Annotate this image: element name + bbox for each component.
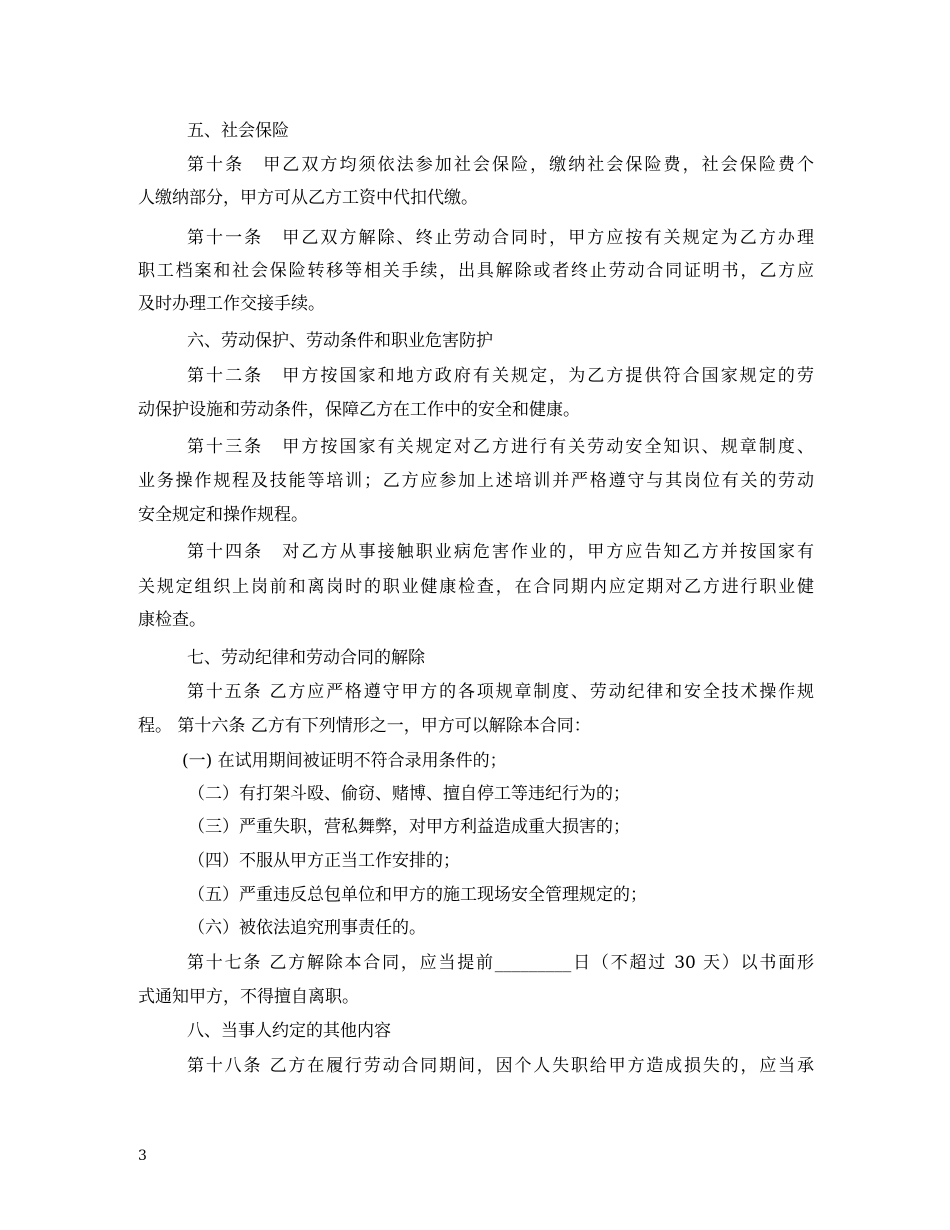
paragraph-line: 康检查。 <box>138 610 206 630</box>
list-item: （四）不服从甲方正当工作安排的； <box>188 851 460 871</box>
list-item: （二）有打架斗殴、偷窃、赌博、擅自停工等违纪行为的； <box>188 784 630 804</box>
paragraph-line: 第十八条 乙方在履行劳动合同期间，因个人失职给甲方造成损失的，应当承 <box>187 1056 814 1076</box>
paragraph-line: 第十四条 对乙方从事接触职业病危害作业的，甲方应告知乙方并按国家有 <box>187 542 814 562</box>
paragraph-line: 职工档案和社会保险转移等相关手续，出具解除或者终止劳动合同证明书，乙方应 <box>138 261 814 281</box>
paragraph-line: 第十二条 甲方按国家和地方政府有关规定，为乙方提供符合国家规定的劳 <box>187 366 814 386</box>
list-item: （六）被依法追究刑事责任的。 <box>188 918 426 938</box>
section-heading: 七、劳动纪律和劳动合同的解除 <box>187 648 425 668</box>
list-item: （五）严重违反总包单位和甲方的施工现场安全管理规定的； <box>188 885 647 905</box>
paragraph-line: 第十条 甲乙双方均须依法参加社会保险，缴纳社会保险费，社会保险费个 <box>187 155 814 175</box>
paragraph-line: 业务操作规程及技能等培训；乙方应参加上述培训并严格遵守与其岗位有关的劳动 <box>138 471 814 491</box>
paragraph-line: 第十五条 乙方应严格遵守甲方的各项规章制度、劳动纪律和安全技术操作规 <box>187 682 814 702</box>
section-heading: 八、当事人约定的其他内容 <box>187 1021 391 1041</box>
paragraph-line: 动保护设施和劳动条件，保障乙方在工作中的安全和健康。 <box>138 400 580 420</box>
list-item: (一) 在试用期间被证明不符合录用条件的； <box>182 751 507 771</box>
paragraph-line: 安全规定和操作规程。 <box>138 505 308 525</box>
paragraph-line: 及时办理工作交接手续。 <box>138 294 325 314</box>
list-item: （三）严重失职，营私舞弊，对甲方利益造成重大损害的； <box>188 817 630 837</box>
paragraph-line: 程。 第十六条 乙方有下列情形之一，甲方可以解除本合同： <box>138 716 591 736</box>
page-number: 3 <box>138 1148 147 1164</box>
paragraph-line: 第十一条 甲乙双方解除、终止劳动合同时，甲方应按有关规定为乙方办理 <box>187 228 814 248</box>
section-heading: 五、社会保险 <box>187 121 289 141</box>
section-heading: 六、劳动保护、劳动条件和职业危害防护 <box>187 331 493 351</box>
paragraph-line: 式通知甲方，不得擅自离职。 <box>138 987 359 1007</box>
paragraph-line: 人缴纳部分，甲方可从乙方工资中代扣代缴。 <box>138 188 478 208</box>
paragraph-line: 关规定组织上岗前和离岗时的职业健康检查，在合同期内应定期对乙方进行职业健 <box>138 577 814 597</box>
paragraph-line: 第十七条 乙方解除本合同，应当提前_________日（不超过 30 天）以书面形 <box>187 953 814 973</box>
paragraph-line: 第十三条 甲方按国家有关规定对乙方进行有关劳动安全知识、规章制度、 <box>187 437 814 457</box>
